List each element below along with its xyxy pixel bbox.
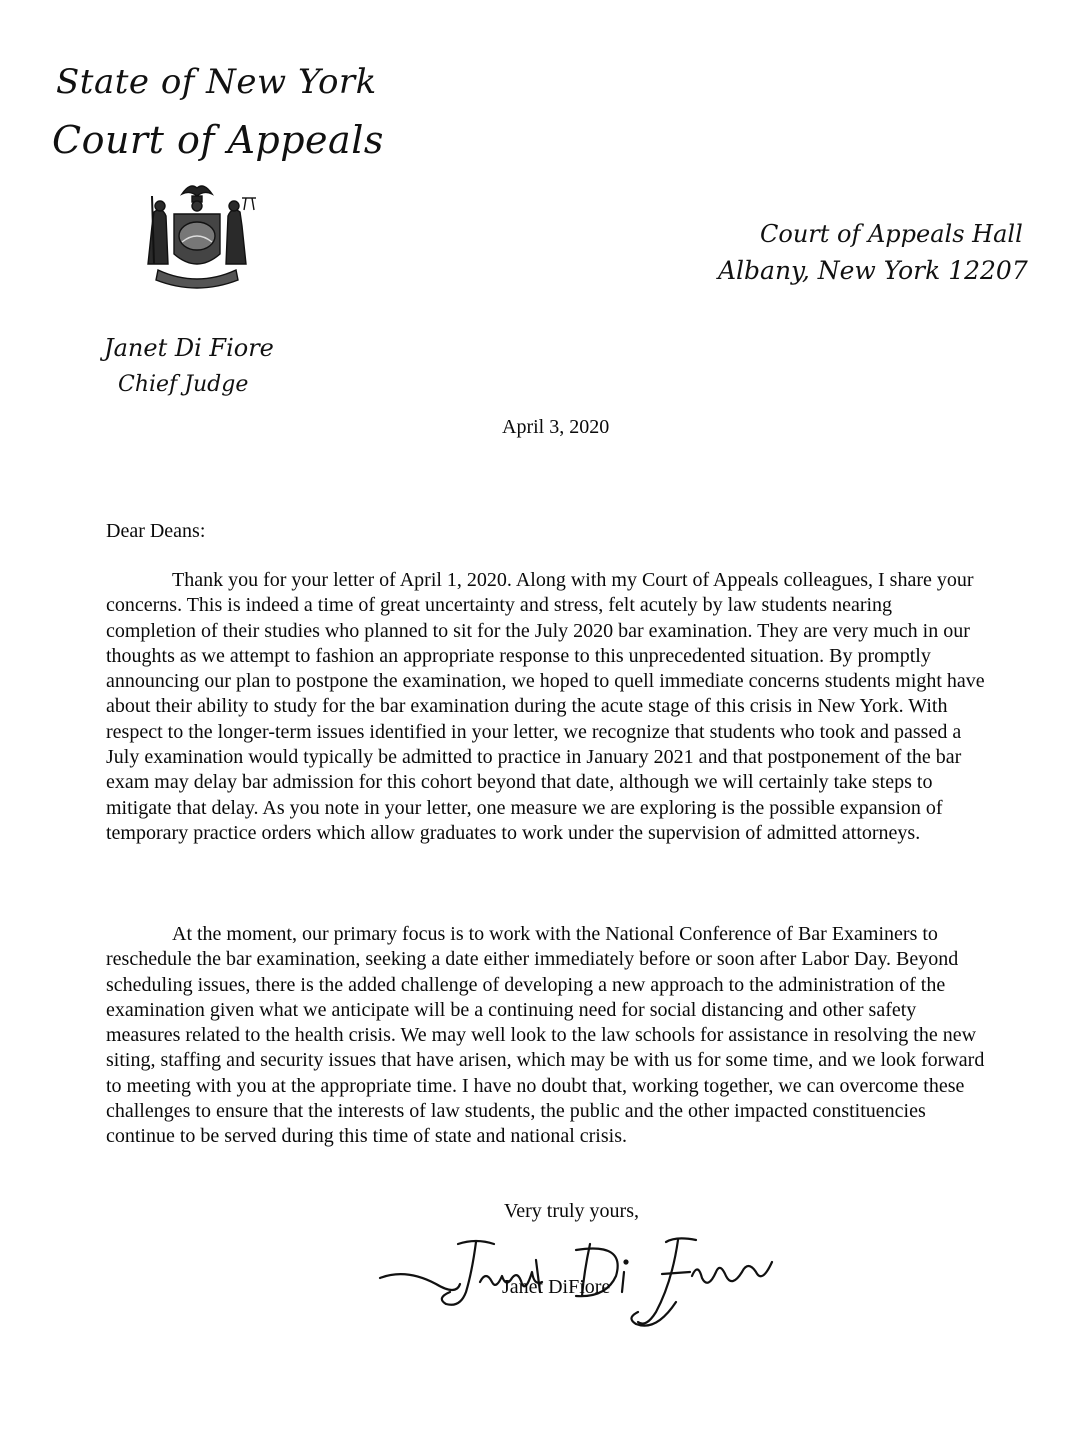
address-line-1: Court of Appeals Hall [760, 220, 1023, 248]
new-york-state-seal-icon [118, 176, 276, 296]
letterhead-state-line: State of New York [56, 62, 377, 102]
closing: Very truly yours, [504, 1200, 639, 1222]
judge-name: Janet Di Fiore [104, 334, 274, 362]
signer-name: Janet DiFiore [502, 1276, 611, 1298]
body-paragraph: Thank you for your letter of April 1, 2020. Along with my Court of Appeals colleagues, I share your concerns. This is indeed a time of great uncertainty and stress, felt acutely by law students nearing completion of their studies who planned to sit for the July 2020 bar examination. They are very much in our thoughts as we attempt to fashion an appropriate response to this unprecedented situation. By promptly announcing our plan to postpone the examination, we hoped to quell immediate concerns students might have about their ability to study for the bar examination during the acute stage of this crisis in New York. With respect to the longer-term issues identified in your letter, we recognize that students who took and passed a July examination would typically be admitted to practice in January 2021 and that postponement of the bar exam may delay bar admission for this cohort beyond that date, although we will certainly take steps to mitigate that delay. As you note in your letter, one measure we are exploring is the possible expansion of temporary practice orders which allow graduates to work under the supervision of admitted attorneys. [106, 569, 985, 844]
letterhead-court-line: Court of Appeals [52, 118, 384, 162]
salutation: Dear Deans: [106, 520, 206, 542]
address-line-2: Albany, New York 12207 [718, 256, 1028, 285]
letter-date: April 3, 2020 [502, 416, 610, 438]
body-paragraph: At the moment, our primary focus is to work with the National Conference of Bar Examiners to reschedule the bar examination, seeking a date either immediately before or soon after Labor Day. Beyond scheduling issues, there is the added challenge of developing a new approach to the administration of the examination given what we anticipate will be a continuing need for social distancing and other safety measures related to the health crisis. We may well look to the law schools for assistance in resolving the new siting, staffing and security issues that have arisen, which may be with us for some time, and we look forward to meeting with you at the appropriate time. I have no doubt that, working together, we can overcome these challenges to ensure that the interests of law students, the public and the other impacted constituencies continue to be served during this time of state and national crisis. [106, 923, 985, 1148]
judge-title: Chief Judge [118, 372, 249, 397]
